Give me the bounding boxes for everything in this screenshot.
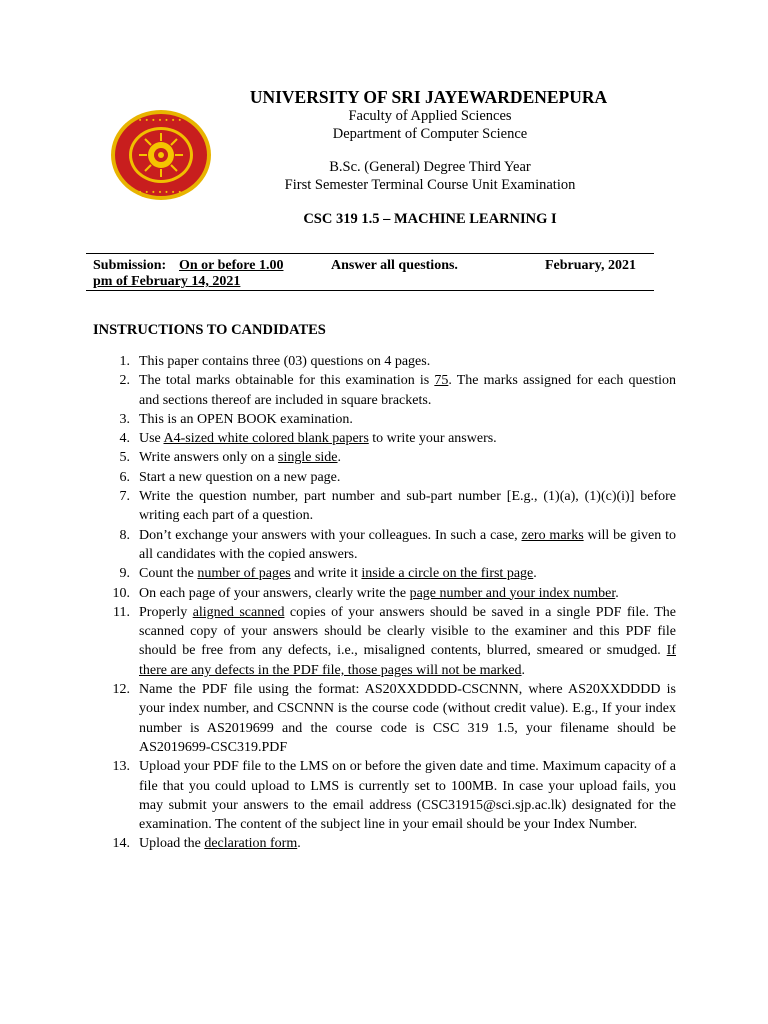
instruction-text: . (521, 662, 526, 678)
instruction-number: 14. (112, 836, 130, 852)
instruction-item (114, 352, 676, 371)
instruction-item (114, 410, 676, 429)
department-name: Department of Computer Science (332, 125, 528, 142)
instruction-item (114, 564, 676, 583)
instruction-emphasis: A4-sized white colored blank papers (163, 431, 369, 447)
instruction-text: copies of your answers should be saved in a single PDF file. The scanned copy of your answers should be clearly visible to the examiner and this PDF file should be free from any defects, i.e., misaligned contents, blurred, smeared or smudged. (139, 604, 677, 659)
university-seal-logo (108, 108, 214, 202)
course-title: CSC 319 1.5 – MACHINE LEARNING I (303, 211, 557, 227)
instruction-number: 11. (113, 604, 130, 620)
instruction-text: Start a new question on a new page. (139, 469, 341, 485)
instruction-item (114, 371, 676, 410)
instruction-number: 7. (119, 489, 130, 505)
svg-text:∙ ∙ ∙ ∙ ∙ ∙ ∙: ∙ ∙ ∙ ∙ ∙ ∙ ∙ (138, 116, 183, 124)
instruction-emphasis: aligned scanned (192, 604, 285, 620)
instruction-text: This is an OPEN BOOK examination. (139, 411, 353, 427)
instruction-emphasis: single side (278, 450, 338, 466)
instruction-number: 12. (112, 682, 130, 698)
submission-deadline: On or before 1.00 pm of February 14, 2021 (93, 258, 284, 289)
instruction-text: Count the (139, 566, 198, 582)
instruction-number: 6. (119, 469, 130, 485)
instruction-item (114, 757, 676, 834)
instruction-text: The total marks obtainable for this examination is (139, 373, 435, 389)
instruction-text: will be given to all candidates with the copied answers. (139, 527, 676, 562)
instruction-item (114, 603, 676, 680)
instruction-number: 9. (119, 566, 130, 582)
instruction-emphasis: 75 (434, 373, 449, 389)
instruction-text: . (533, 566, 537, 582)
instruction-text: Properly (139, 604, 193, 620)
exam-header (200, 86, 660, 228)
degree-name: B.Sc. (General) Degree Third Year (329, 159, 531, 175)
instruction-number: 8. (119, 527, 130, 543)
submission-label: Submission: (93, 258, 167, 273)
instruction-text: to write your answers. (368, 431, 497, 447)
top-rule (86, 253, 654, 254)
exam-date: February, 2021 (545, 258, 636, 273)
instruction-number: 10. (112, 585, 130, 601)
instruction-item (114, 584, 676, 603)
instruction-emphasis: If there are any defects in the PDF file, those pages will not be marked (139, 643, 676, 678)
bottom-rule (86, 290, 654, 291)
instruction-number: 13. (112, 759, 130, 775)
instruction-text: Write the question number, part number and sub-part number [E.g., (1)(a), (1)(c)(i)] before writing each part of a question. (139, 489, 676, 524)
instruction-emphasis: declaration form (204, 836, 298, 852)
university-name: UNIVERSITY OF SRI JAYEWARDENEPURA (249, 87, 608, 107)
instruction-text: Upload the (139, 836, 205, 852)
instruction-text: On each page of your answers, clearly write the (139, 585, 410, 601)
instruction-number: 1. (119, 354, 130, 369)
instruction-text: . (297, 836, 301, 852)
instruction-item (114, 680, 676, 757)
instruction-text: Use (139, 431, 164, 447)
instruction-number: 5. (119, 450, 130, 466)
instruction-emphasis: number of pages (197, 566, 291, 582)
instruction-number: 3. (119, 411, 130, 427)
instruction-text: and write it (290, 566, 362, 582)
instruction-text: . The marks assigned for each question and sections thereof are included in square brackets. (139, 373, 676, 408)
exam-name: First Semester Terminal Course Unit Examination (284, 176, 576, 193)
faculty-name: Faculty of Applied Sciences (348, 108, 512, 124)
instruction-item (114, 526, 676, 565)
instruction-text: Don’t exchange your answers with your colleagues. In such a case, (139, 527, 522, 543)
instruction-text: Upload your PDF file to the LMS on or before the given date and time. Maximum capacity of a file that you could upload to LMS is currently set to 100MB. In case your upload fails, you may submit your answers to the email address (CSC31915@sci.sjp.ac.lk) designated for the examination. The content of the subject line in your email should be your Index Number. (139, 759, 676, 833)
instruction-text: . (337, 450, 342, 466)
instruction-item (114, 429, 676, 448)
answer-instruction: Answer all questions. (331, 258, 458, 273)
instruction-text: . (615, 585, 619, 601)
instruction-item (114, 448, 676, 467)
instruction-number: 2. (119, 373, 130, 389)
instruction-text: Name the PDF file using the format: AS20XXDDDD-CSCNNN, where AS20XXDDDD is your index number, and CSCNNN is the course code (without credit value). E.g., If your index number is AS2019699 and the course code is CSC 319 1.5, your filename should be AS2019699-CSC319.PDF (139, 682, 676, 755)
instruction-emphasis: page number and your index number (409, 585, 616, 601)
instruction-text: This paper contains three (03) questions on 4 pages. (139, 354, 431, 369)
instruction-item (114, 487, 676, 526)
instruction-emphasis: zero marks (521, 527, 584, 543)
svg-text:∙ ∙ ∙ ∙ ∙ ∙ ∙: ∙ ∙ ∙ ∙ ∙ ∙ ∙ (138, 188, 183, 196)
instructions-list (114, 352, 676, 854)
instruction-item (114, 468, 676, 487)
instruction-item (114, 834, 676, 853)
instructions-title: INSTRUCTIONS TO CANDIDATES (93, 322, 326, 338)
instruction-text: Write answers only on a (139, 450, 279, 466)
instruction-number: 4. (119, 431, 130, 447)
instruction-emphasis: inside a circle on the first page (361, 566, 534, 582)
